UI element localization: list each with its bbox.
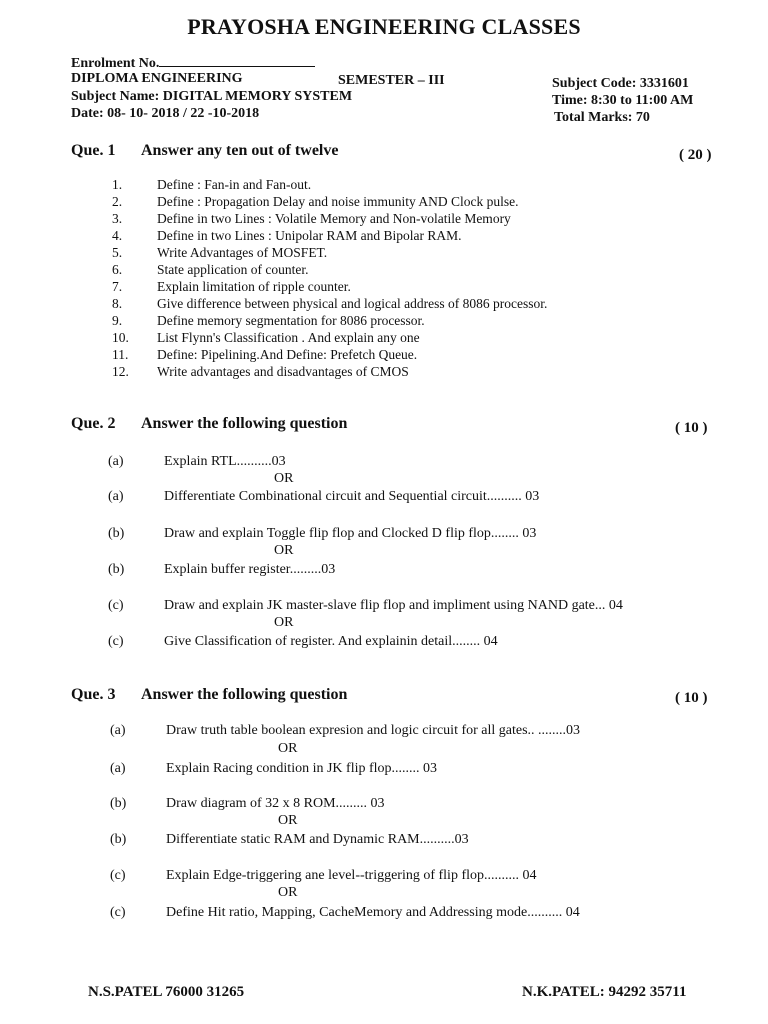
q1-list: [112, 176, 547, 380]
q3-number: Que. 3: [71, 686, 116, 703]
q2-item-a2: (a) Differentiate Combinational circuit and Sequential circuit.......... 03: [108, 489, 540, 504]
or-label: OR: [274, 471, 294, 486]
course-name: DIPLOMA ENGINEERING: [71, 71, 243, 86]
q2-item-b1: (b) Draw and explain Toggle flip flop and Clocked D flip flop........ 03: [108, 526, 537, 541]
or-label: OR: [278, 741, 298, 756]
q3-heading: [71, 686, 347, 704]
list-item: 9. Define memory segmentation for 8086 processor.: [112, 313, 425, 328]
q1-heading: [71, 142, 338, 160]
footer-contact-right: N.K.PATEL: 94292 35711: [522, 984, 687, 1000]
exam-time: Time: 8:30 to 11:00 AM: [552, 93, 694, 108]
q1-marks: ( 20 ): [679, 147, 712, 163]
page-title: PRAYOSHA ENGINEERING CLASSES: [187, 14, 581, 39]
q2-item-c1: (c) Draw and explain JK master-slave flip flop and impliment using NAND gate... 04: [108, 598, 623, 613]
q2-item-b2: (b) Explain buffer register.........03: [108, 562, 336, 577]
q2-item-c2: (c) Give Classification of register. And explainin detail........ 04: [108, 634, 498, 649]
q3-item-a2: (a) Explain Racing condition in JK flip flop........ 03: [110, 761, 438, 776]
list-item: 6. State application of counter.: [112, 262, 309, 277]
q3-item-b1: (b) Draw diagram of 32 x 8 ROM......... 03: [110, 796, 385, 811]
list-item: 12. Write advantages and disadvantages of CMOS: [112, 364, 409, 379]
list-item: 5. Write Advantages of MOSFET.: [112, 245, 328, 260]
q3-item-a1: (a) Draw truth table boolean expresion and logic circuit for all gates.. ........03: [110, 723, 581, 738]
q1-number: Que. 1: [71, 142, 116, 159]
q3-item-c2: (c) Define Hit ratio, Mapping, CacheMemory and Addressing mode.......... 04: [110, 905, 580, 920]
q1-title: Answer any ten out of twelve: [141, 142, 339, 159]
or-label: OR: [274, 615, 294, 630]
q2-marks: ( 10 ): [675, 420, 708, 436]
q3-item-b2: (b) Differentiate static RAM and Dynamic RAM..........03: [110, 832, 469, 847]
exam-date: Date: 08- 10- 2018 / 22 -10-2018: [71, 106, 260, 121]
footer-contact-left: N.S.PATEL 76000 31265: [88, 984, 245, 1000]
q2-item-a1: (a) Explain RTL..........03: [108, 454, 286, 469]
q2-number: Que. 2: [71, 415, 116, 432]
q3-title: Answer the following question: [141, 686, 348, 703]
list-item: 7. Explain limitation of ripple counter.: [112, 279, 351, 294]
or-label: OR: [278, 813, 298, 828]
or-label: OR: [274, 543, 294, 558]
list-item: 3. Define in two Lines : Volatile Memory and Non-volatile Memory: [112, 211, 511, 226]
enrolment-field: [71, 54, 315, 72]
enrolment-label: Enrolment No.: [71, 56, 160, 71]
list-item: 4. Define in two Lines : Unipolar RAM and Bipolar RAM.: [112, 228, 462, 243]
semester: SEMESTER – III: [338, 73, 445, 88]
list-item: 8. Give difference between physical and logical address of 8086 processor.: [112, 296, 548, 311]
subject-code: Subject Code: 3331601: [552, 76, 689, 91]
list-item: 2. Define : Propagation Delay and noise immunity AND Clock pulse.: [112, 194, 519, 209]
subject-name: Subject Name: DIGITAL MEMORY SYSTEM: [71, 89, 353, 104]
or-label: OR: [278, 885, 298, 900]
q3-marks: ( 10 ): [675, 690, 708, 706]
q2-title: Answer the following question: [141, 415, 348, 432]
q3-item-c1: (c) Explain Edge-triggering ane level--triggering of flip flop.......... 04: [110, 868, 537, 883]
total-marks: Total Marks: 70: [554, 110, 650, 125]
list-item: 11. Define: Pipelining.And Define: Prefetch Queue.: [112, 347, 418, 362]
list-item: 1. Define : Fan-in and Fan-out.: [112, 177, 312, 192]
list-item: 10. List Flynn's Classification . And explain any one: [112, 330, 420, 345]
q2-heading: [71, 415, 347, 433]
enrolment-blank-line: [159, 54, 315, 67]
